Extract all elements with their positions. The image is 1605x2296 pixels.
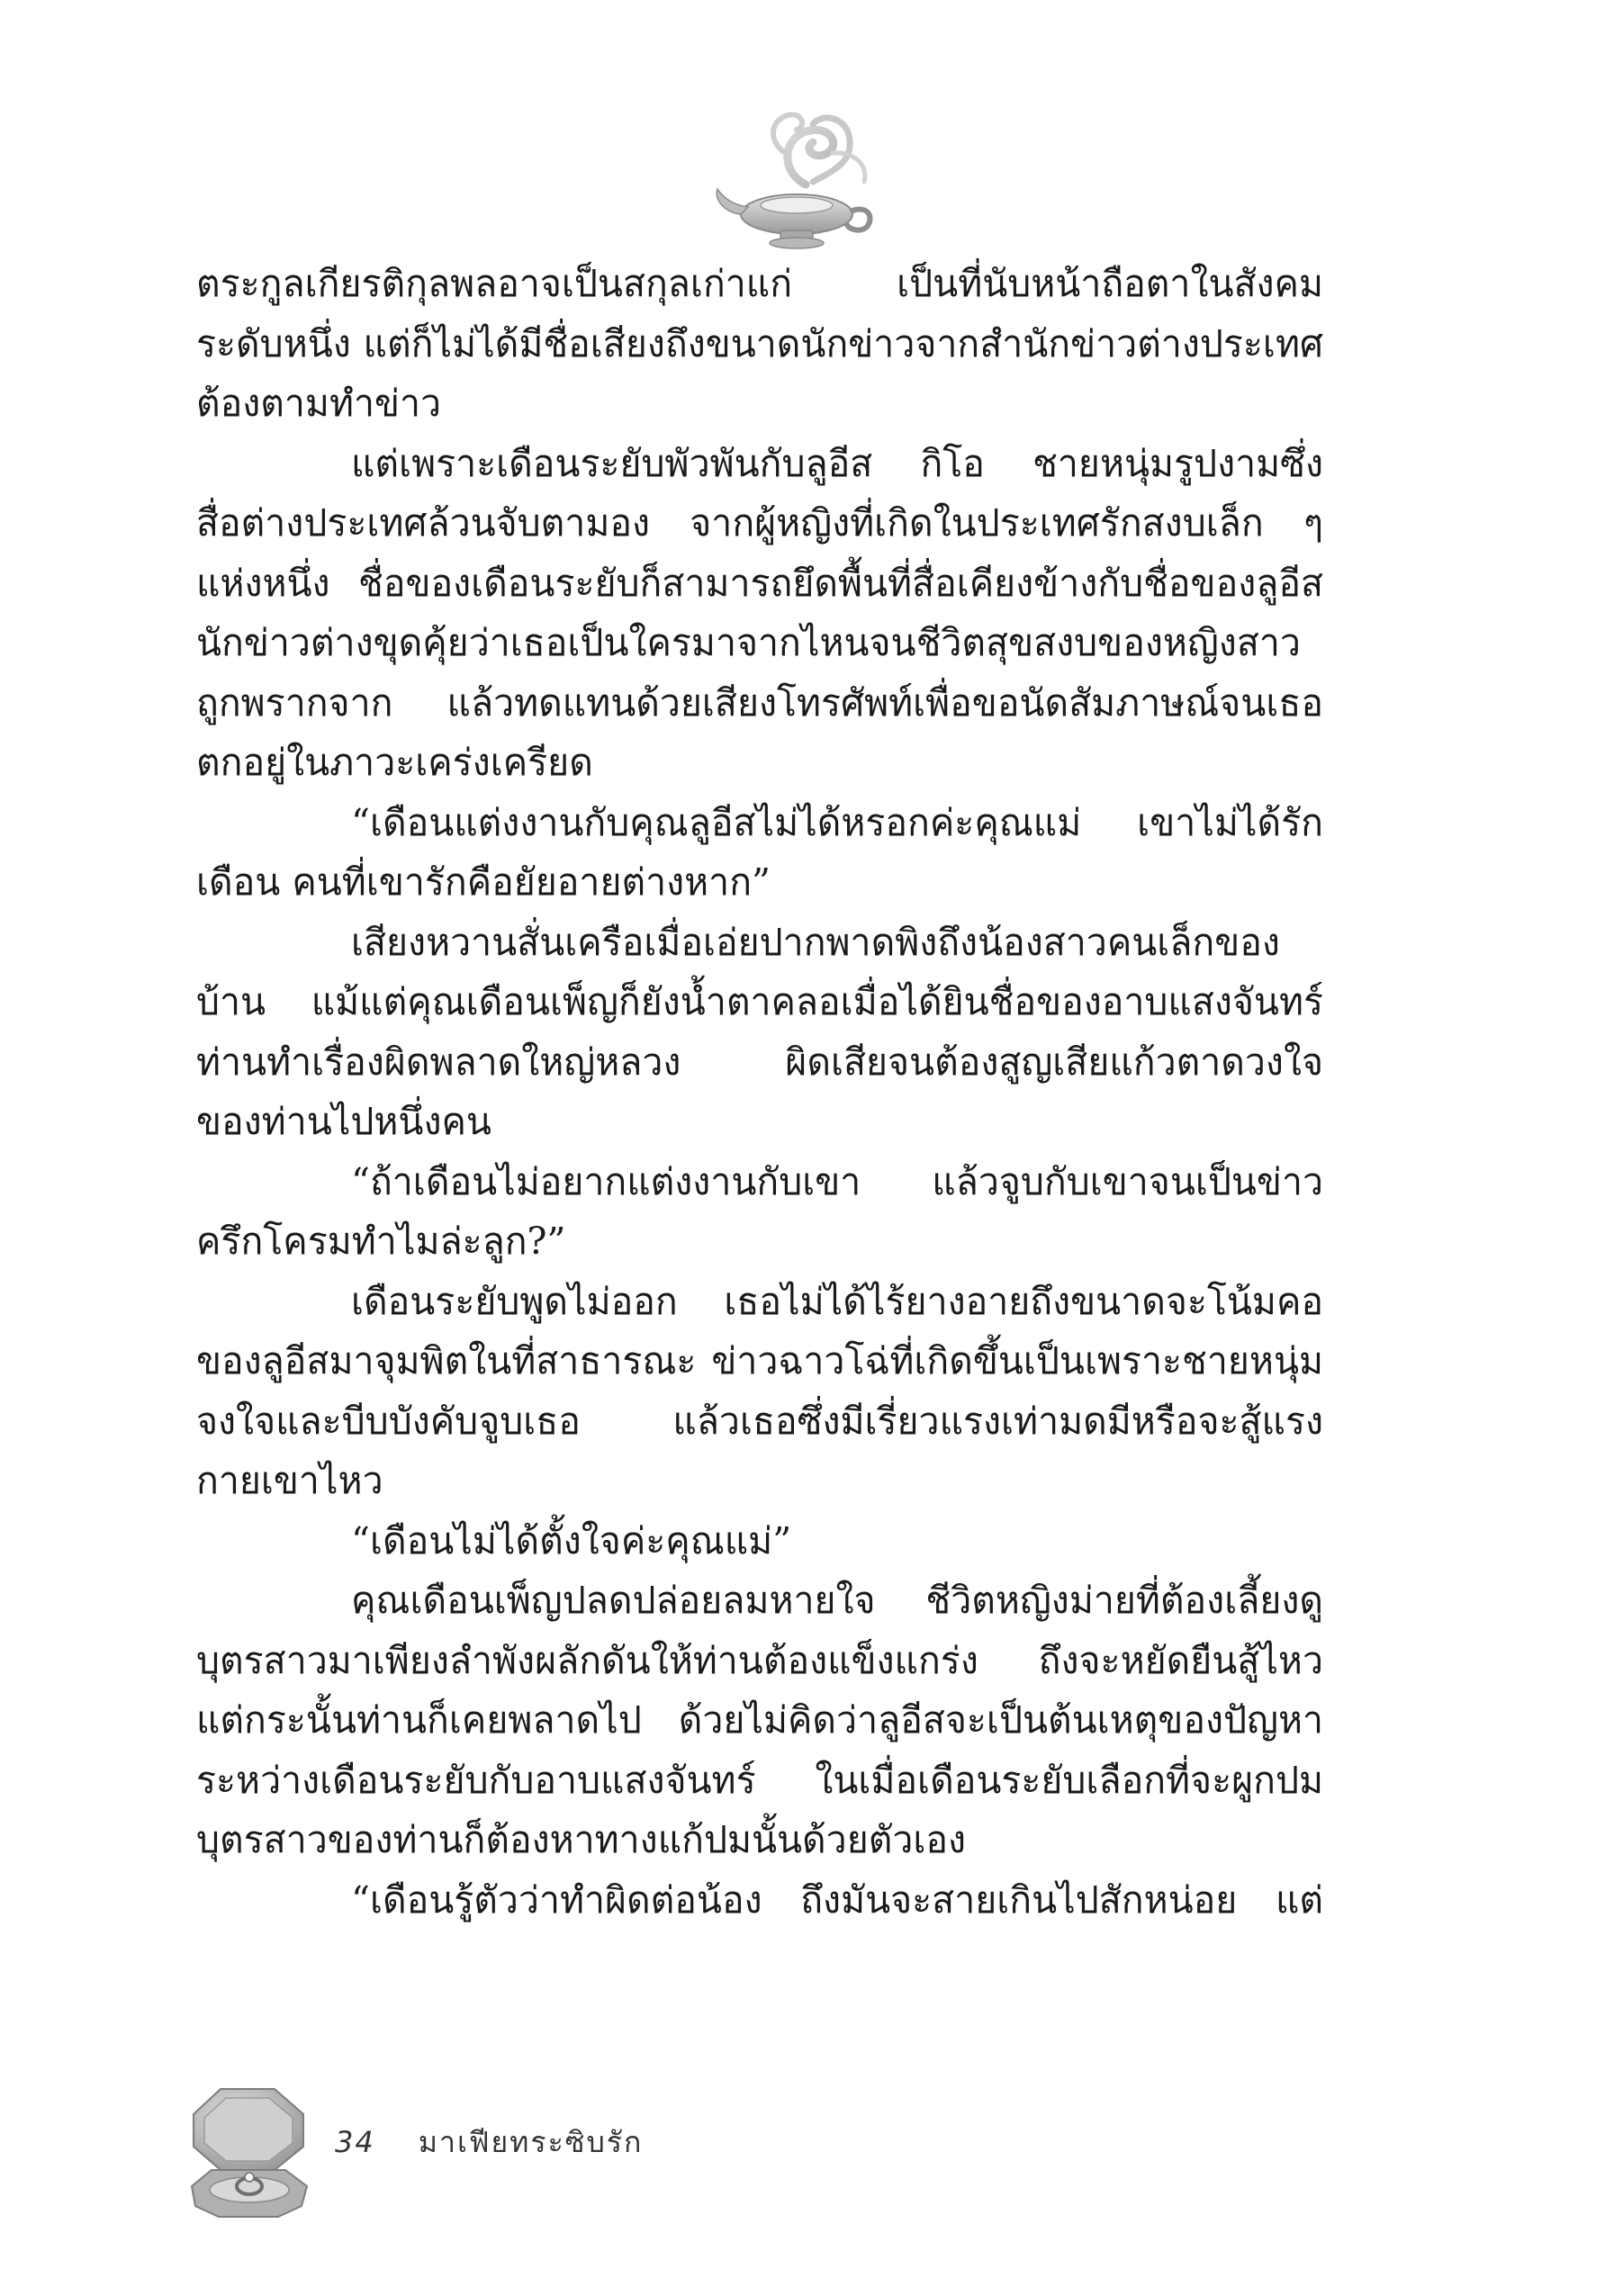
text-line: เสียงหวานสั่นเครือเมื่อเอ่ยปากพาดพิงถึงน้องสาวคนเล็กของ (351, 920, 1280, 964)
paragraph (196, 434, 1323, 793)
text-line: แต่เพราะเดือนระยับพัวพันกับลูอีส กิโอ ชายหนุ่มรูปงามซึ่ง (351, 441, 1323, 485)
text-line: ตระกูลเกียรติกุลพลอาจเป็นสกุลเก่าแก่ เป็นที่นับหน้าถือตาในสังคม (196, 262, 1323, 305)
text-line: นักข่าวต่างขุดคุ้ยว่าเธอเป็นใครมาจากไหนจนชีวิตสุขสงบของหญิงสาว (196, 621, 1301, 664)
body-text (196, 254, 1323, 1930)
page-footer (335, 2120, 643, 2165)
text-line: ต้องตามทำข่าว (196, 382, 442, 425)
paragraph (196, 1870, 1323, 1931)
paragraph (196, 254, 1323, 434)
text-line: แต่กระนั้นท่านก็เคยพลาดไป ด้วยไม่คิดว่าลูอีสจะเป็นต้นเหตุของปัญหา (196, 1698, 1323, 1742)
book-title: มาเฟียทระซิบรัก (418, 2125, 644, 2159)
text-line: ครึกโครมทำไมล่ะลูก?” (196, 1220, 566, 1263)
text-line: บ้าน แม้แต่คุณเดือนเพ็ญก็ยังน้ำตาคลอเมื่อได้ยินชื่อของอาบแสงจันทร์ (196, 980, 1323, 1023)
text-line: กายเขาไหว (196, 1459, 383, 1502)
text-line: ระหว่างเดือนระยับกับอาบแสงจันทร์ ในเมื่อเดือนระยับเลือกที่จะผูกปม (196, 1758, 1323, 1802)
ring-box-icon (185, 2084, 315, 2219)
genie-lamp-icon (698, 99, 887, 252)
text-line: “เดือนไม่ได้ตั้งใจค่ะคุณแม่” (351, 1518, 792, 1562)
text-line: ท่านทำเรื่องผิดพลาดใหญ่หลวง ผิดเสียจนต้องสูญเสียแก้วตาดวงใจ (196, 1040, 1323, 1084)
paragraph (196, 793, 1323, 913)
text-line: จงใจและบีบบังคับจูบเธอ แล้วเธอซึ่งมีเรี่ยวแรงเท่ามดมีหรือจะสู้แรง (196, 1399, 1323, 1443)
paragraph (196, 1511, 1323, 1571)
paragraph (196, 1152, 1323, 1272)
text-line: ของลูอีสมาจุมพิตในที่สาธารณะ ข่าวฉาวโฉ่ที่เกิดขึ้นเป็นเพราะชายหนุ่ม (196, 1339, 1323, 1382)
text-line: เดือน คนที่เขารักคือยัยอายต่างหาก” (196, 860, 771, 904)
text-line: “เดือนแต่งงานกับคุณลูอีสไม่ได้หรอกค่ะคุณแม่ เขาไม่ได้รัก (351, 800, 1323, 844)
text-line: เดือนระยับพูดไม่ออก เธอไม่ได้ไร้ยางอายถึงขนาดจะโน้มคอ (351, 1279, 1323, 1323)
text-line: “ถ้าเดือนไม่อยากแต่งงานกับเขา แล้วจูบกับเขาจนเป็นข่าว (351, 1159, 1323, 1203)
page-number: 34 (335, 2125, 375, 2159)
text-line: คุณเดือนเพ็ญปลดปล่อยลมหายใจ ชีวิตหญิงม่ายที่ต้องเลี้ยงดู (351, 1579, 1323, 1622)
text-line: สื่อต่างประเทศล้วนจับตามอง จากผู้หญิงที่เกิดในประเทศรักสงบเล็ก ๆ (196, 501, 1323, 545)
paragraph (196, 913, 1323, 1152)
text-line: ของท่านไปหนึ่งคน (196, 1100, 491, 1143)
text-line: บุตรสาวมาเพียงลำพังผลักดันให้ท่านต้องแข็งแกร่ง ถึงจะหยัดยืนสู้ไหว (196, 1638, 1323, 1682)
paragraph (196, 1571, 1323, 1870)
text-line: ตกอยู่ในภาวะเคร่งเครียด (196, 741, 593, 784)
text-line: บุตรสาวของท่านก็ต้องหาทางแก้ปมนั้นด้วยตัวเอง (196, 1818, 967, 1861)
text-line: แห่งหนึ่ง ชื่อของเดือนระยับก็สามารถยึดพื้นที่สื่อเคียงข้างกับชื่อของลูอีส (196, 561, 1323, 605)
text-line: ถูกพรากจาก แล้วทดแทนด้วยเสียงโทรศัพท์เพื่อขอนัดสัมภาษณ์จนเธอ (196, 680, 1323, 725)
text-line: ระดับหนึ่ง แต่ก็ไม่ได้มีชื่อเสียงถึงขนาดนักข่าวจากสำนักข่าวต่างประเทศ (196, 321, 1323, 365)
text-line: “เดือนรู้ตัวว่าทำผิดต่อน้อง ถึงมันจะสายเกินไปสักหน่อย แต่ (351, 1877, 1323, 1922)
paragraph (196, 1272, 1323, 1511)
